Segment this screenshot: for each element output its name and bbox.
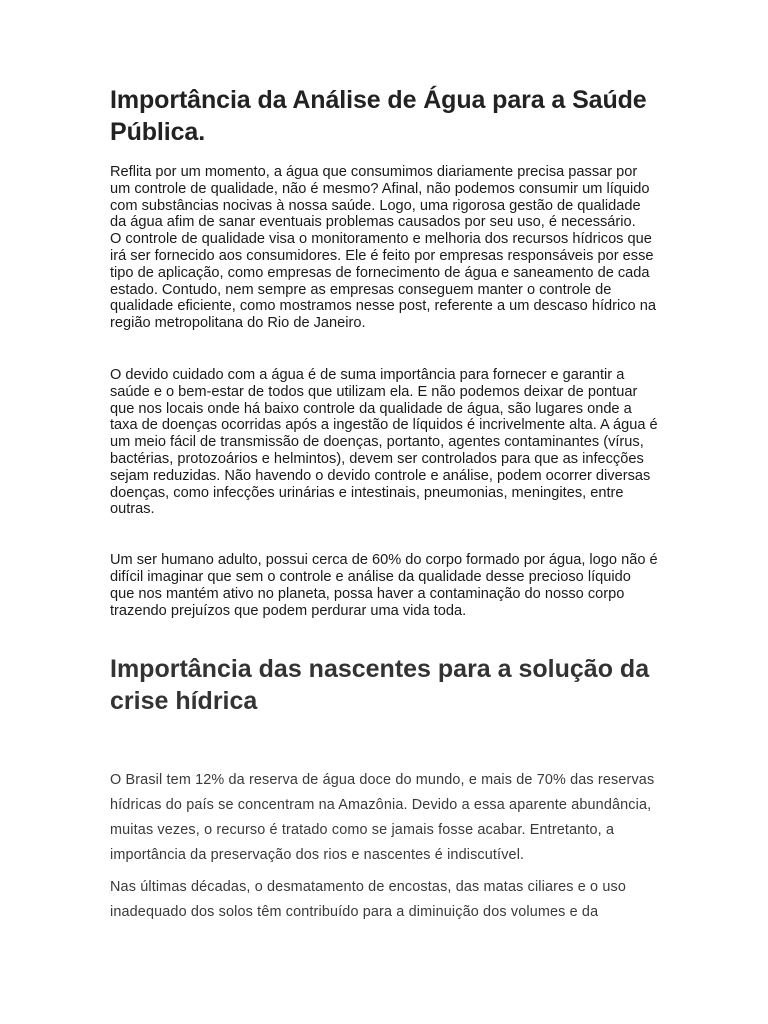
paragraph-brasil-reserves: O Brasil tem 12% da reserva de água doce do mundo, e mais de 70% das reservas hídricas do país se concentram na Amazônia. Devido a essa aparente abundância, muitas vezes, o recurso é tratado como se jamais fosse acabar. Entretanto, a importância da preservação dos rios e nascentes é indiscutível. [110,772,655,864]
article-title: Importância da Análise de Água para a Saúde Pública. [110,86,647,146]
paragraph-water-care: O devido cuidado com a água é de suma importância para fornecer e garantir a saúde e o bem-estar de todos que utilizam ela. E não podemos deixar de pontuar que nos locais onde há baixo controle da qualidade de água, são lugares onde a taxa de doenças ocorridas após a ingestão de líquidos é incrivelmente alta. A água é um meio fácil de transmissão de doenças, portanto, agentes contaminantes (vírus, bactérias, protozoários e helmintos), devem ser controlados para que as infecções sejam reduzidas. Não havendo o devido controle e análise, podem ocorrer diversas doenças, como infecções urinárias e intestinais, pneumonias, meningites, entre outras. [110,366,658,518]
section-title-nascentes: Importância das nascentes para a solução da crise hídrica [110,655,650,716]
paragraph-intro: Reflita por um momento, a água que consumimos diariamente precisa passar por um controle de qualidade, não é mesmo? Afinal, não podemos consumir um líquido com substâncias nocivas à nossa saúde. Logo, uma rigorosa gestão de qualidade da água afim de sanar eventuais problemas causados por seu uso, é necessário. [110,164,650,231]
paragraph-human-body: Um ser humano adulto, possui cerca de 60% do corpo formado por água, logo não é difícil imaginar que sem o controle e análise da qualidade desse precioso líquido que nos mantém ativo no planeta, possa haver a contaminação do nosso corpo trazendo prejuízos que podem perdurar uma vida toda. [110,552,658,619]
paragraph-quality-control: O controle de qualidade visa o monitoramento e melhoria dos recursos hídricos que irá ser fornecido aos consumidores. Ele é feito por empresas responsáveis por esse tipo de aplicação, como empresas de fornecimento de água e saneamento de cada estado. Contudo, nem sempre as empresas conseguem manter o controle de qualidade eficiente, como mostramos nesse post, referente a um descaso hídrico na região metropolitana do Rio de Janeiro. [110,231,656,332]
document-page [110,84,658,925]
paragraph-deforestation: Nas últimas décadas, o desmatamento de encostas, das matas ciliares e o uso inadequado dos solos têm contribuído para a diminuição dos volumes e da [110,879,626,921]
